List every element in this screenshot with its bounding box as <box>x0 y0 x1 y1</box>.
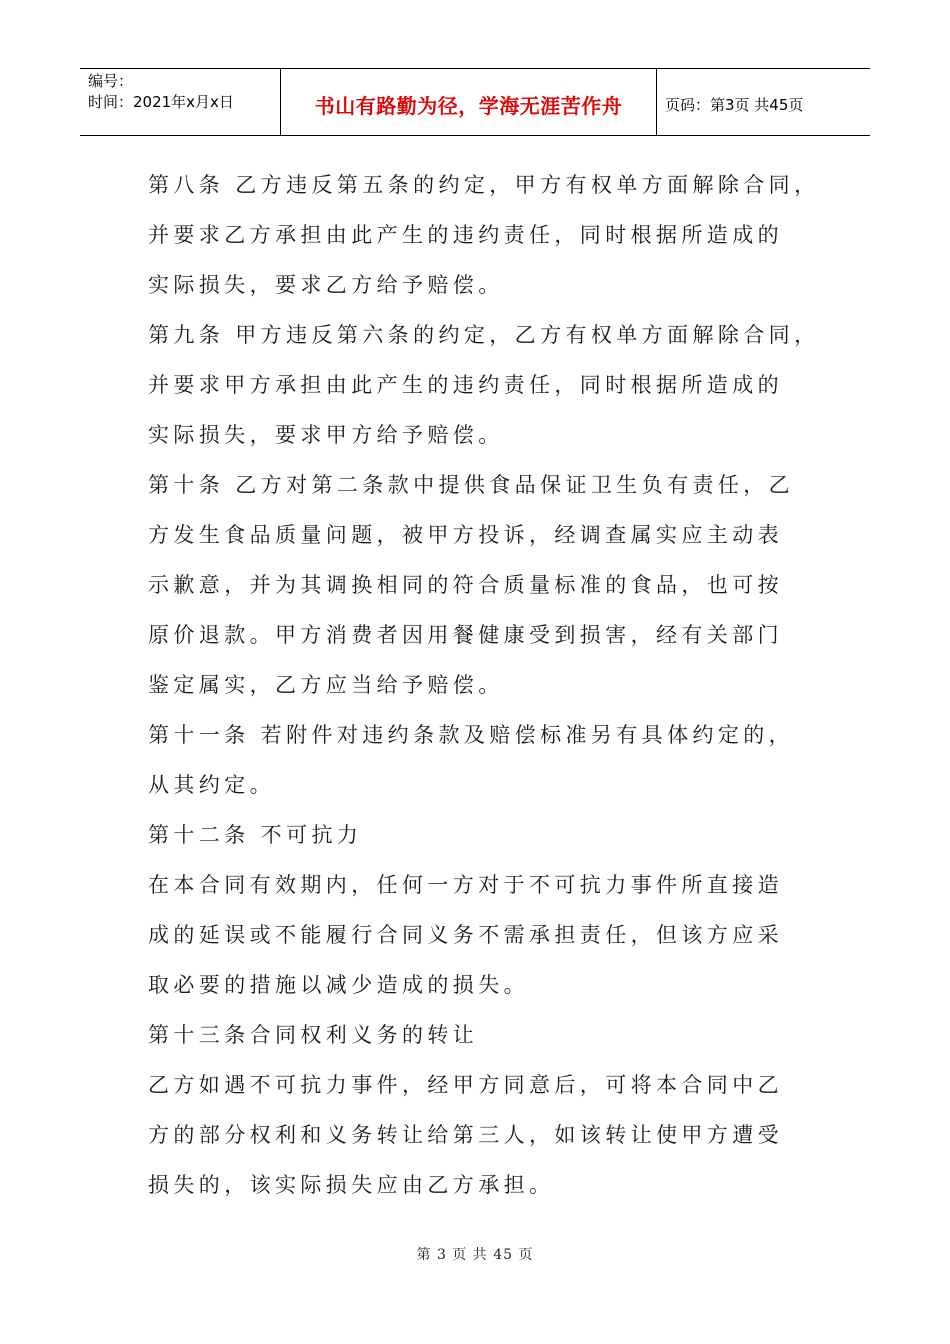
document-time: 时间：2021年x月x日 <box>88 93 234 111</box>
document-number-label: 编号： <box>88 72 134 90</box>
text-line: 成的延误或不能履行合同义务不需承担责任，但该方应采 <box>148 923 783 947</box>
text-line: 第九条 甲方违反第六条的约定，乙方有权单方面解除合同， <box>148 323 820 347</box>
text-line: 取必要的措施以减少造成的损失。 <box>148 973 529 997</box>
page-footer: 第 3 页 共 45 页 <box>416 1247 534 1263</box>
text-line: 第十条 乙方对第二条款中提供食品保证卫生负有责任，乙 <box>148 473 795 497</box>
text-line: 乙方如遇不可抗力事件，经甲方同意后，可将本合同中乙 <box>148 1073 783 1097</box>
text-line: 实际损失，要求甲方给予赔偿。 <box>148 423 504 447</box>
page-header <box>80 68 870 136</box>
text-line: 第十三条合同权利义务的转让 <box>148 1023 479 1047</box>
text-line: 第八条 乙方违反第五条的约定，甲方有权单方面解除合同， <box>148 173 820 197</box>
text-line: 损失的，该实际损失应由乙方承担。 <box>148 1173 555 1197</box>
text-line: 第十二条 不可抗力 <box>148 823 363 847</box>
header-motto: 书山有路勤为径，学海无涯苦作舟 <box>281 69 657 135</box>
header-page-info: 页码：第3页 共45页 <box>665 95 804 114</box>
header-meta <box>80 69 281 135</box>
text-line: 示歉意，并为其调换相同的符合质量标准的食品，也可按 <box>148 573 783 597</box>
text-line: 并要求乙方承担由此产生的违约责任，同时根据所造成的 <box>148 223 783 247</box>
text-line: 方发生食品质量问题，被甲方投诉，经调查属实应主动表 <box>148 523 783 547</box>
text-line: 在本合同有效期内，任何一方对于不可抗力事件所直接造 <box>148 873 783 897</box>
text-line: 原价退款。甲方消费者因用餐健康受到损害，经有关部门 <box>148 623 783 647</box>
text-line: 从其约定。 <box>148 773 275 797</box>
text-line: 方的部分权利和义务转让给第三人，如该转让使甲方遭受 <box>148 1123 783 1147</box>
contract-body <box>148 160 828 1210</box>
text-line: 鉴定属实，乙方应当给予赔偿。 <box>148 673 504 697</box>
text-line: 并要求甲方承担由此产生的违约责任，同时根据所造成的 <box>148 373 783 397</box>
text-line: 第十一条 若附件对违约条款及赔偿标准另有具体约定的， <box>148 723 795 747</box>
text-line: 实际损失，要求乙方给予赔偿。 <box>148 273 504 297</box>
